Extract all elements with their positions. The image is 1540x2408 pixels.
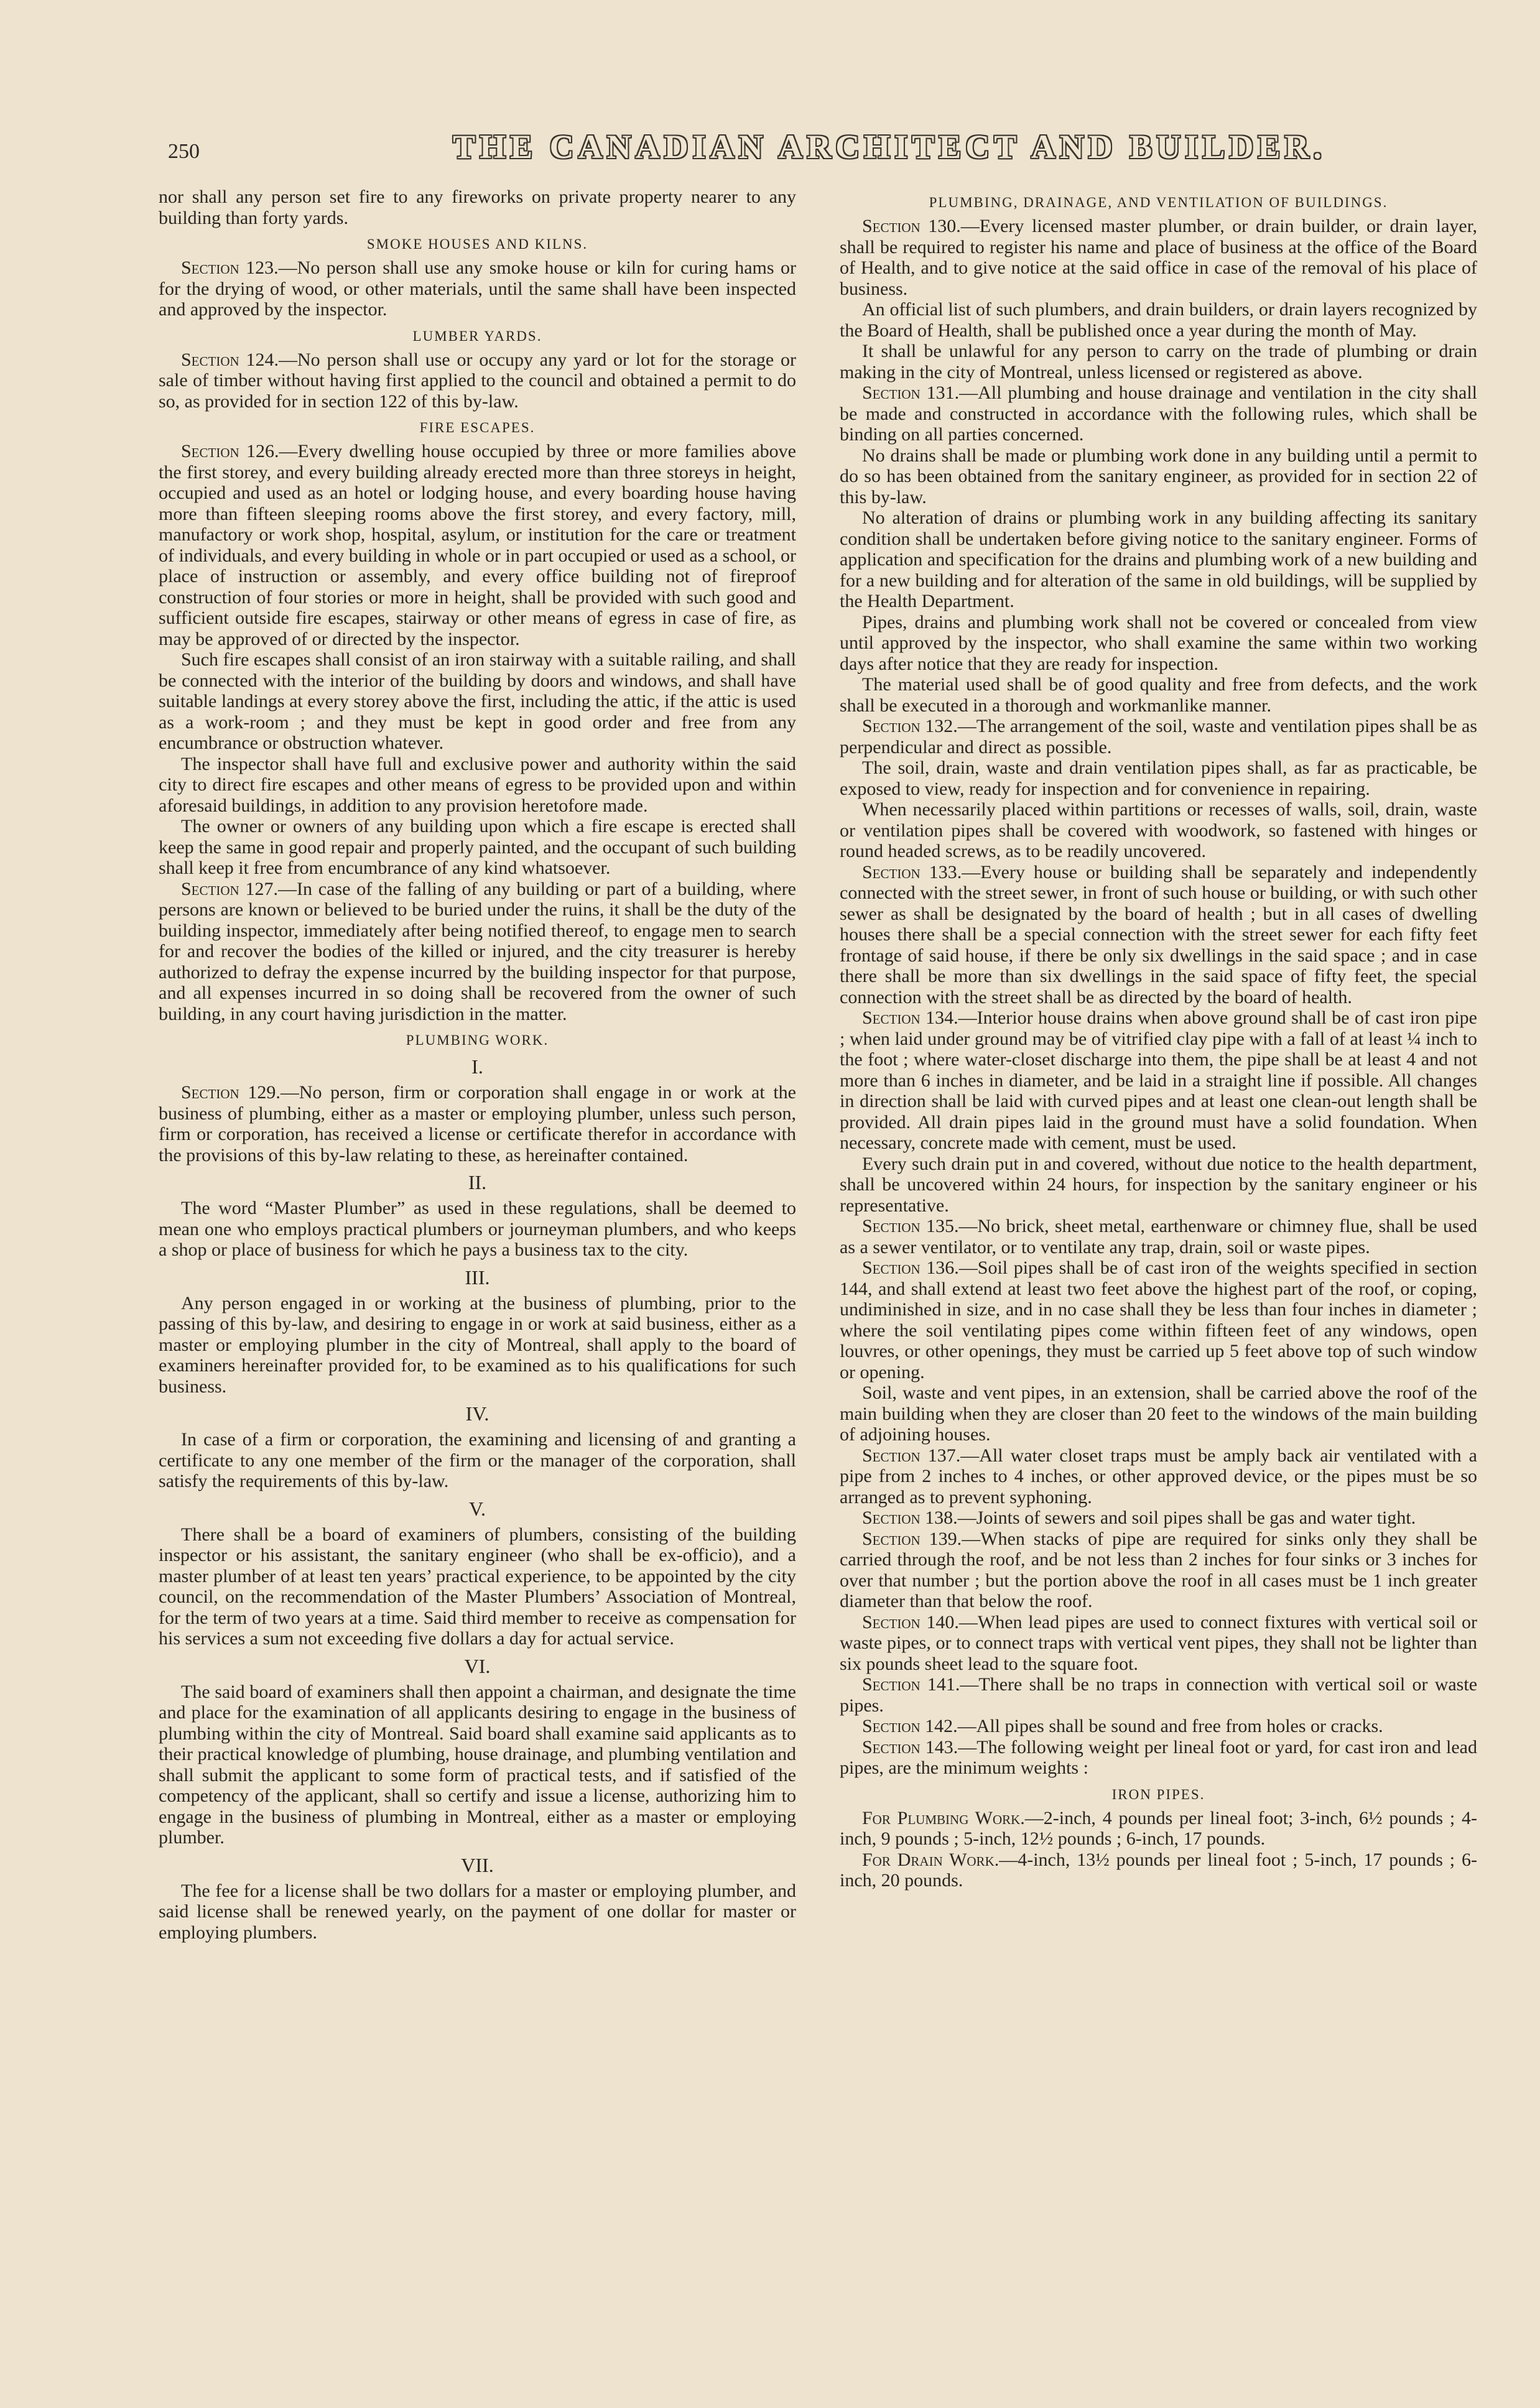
section-131-paragraph-5: The material used shall be of good quality and free from defects, and the work shall be executed in a thorough and workmanlike manner.: [840, 674, 1477, 716]
fire-escapes-paragraph-3: The inspector shall have full and exclusive power and authority within the said city to direct fire escapes and other means of egress to be provided upon and within aforesaid buildings, in addition to any provision heretofore made.: [159, 753, 796, 816]
roman-numeral-3: III.: [465, 1266, 490, 1289]
section-141-paragraph: [840, 1674, 1477, 1716]
section-123-label: Section 123.: [181, 257, 279, 278]
section-137-text: —All water closet traps must be amply back air ventilated with a pipe from 2 inches to 4 inches, or other approved device, or the pipes must be so arranged as to prevent syphoning.: [840, 1445, 1477, 1507]
clause-2-paragraph: The word “Master Plumber” as used in these regulations, shall be deemed to mean one who employs practical plumbers or journeyman plumbers, and who keeps a shop or place of business for which he pays a business tax to the city.: [159, 1198, 796, 1260]
section-142-paragraph: [840, 1716, 1477, 1737]
section-135-label: Section 135.: [862, 1216, 959, 1236]
section-123-text: —No person shall use any smoke house or kiln for curing hams or for the drying of wood, or other materials, until the same shall have been inspected and approved by the inspector.: [159, 257, 796, 320]
section-131-label: Section 131.: [862, 382, 960, 403]
section-136-text: —Soil pipes shall be of cast iron of the weights specified in section 144, and shall extend at least two feet above the highest part of the roof, or coping, undiminished in size, and in no case shall they be less than four inches in diameter ; where the soil ventilating pipes come within fifteen feet of any windows, open louvres, or other openings, they must be carried up 5 feet above top of such window or opening.: [840, 1257, 1477, 1382]
roman-numeral-2: II.: [468, 1171, 487, 1193]
section-141-text: —There shall be no traps in connection with vertical soil or waste pipes.: [840, 1674, 1477, 1716]
iron-pipes-heading: IRON PIPES.: [1111, 1786, 1205, 1802]
plumbing-work-label: For Plumbing Work.: [862, 1807, 1025, 1828]
roman-numeral-6: VI.: [464, 1654, 491, 1677]
section-126-paragraph: [159, 441, 796, 649]
section-131-text: —All plumbing and house drainage and ventilation in the city shall be made and constructed in accordance with the following rules, which shall be binding on all parties concerned.: [840, 382, 1477, 445]
roman-numeral-1: I.: [471, 1055, 483, 1078]
section-132-label: Section 132.: [862, 716, 958, 736]
section-139-text: —When stacks of pipe are required for sinks only they shall be carried through the roof, and be not less than 2 inches for four sinks or 3 inches for over that number ; but the portion above the roof in all cases must be 1 inch greater diameter than that below the roof.: [840, 1528, 1477, 1611]
section-138-label: Section 138.: [862, 1507, 958, 1528]
fire-escapes-heading: FIRE ESCAPES.: [419, 420, 536, 435]
section-134-label: Section 134.: [862, 1007, 958, 1028]
section-124-label: Section 124.: [181, 349, 279, 370]
section-134-paragraph-2: Every such drain put in and covered, without due notice to the health department, shall be uncovered within 24 hours, for inspection by the sanitary engineer or his representative.: [840, 1153, 1477, 1216]
clause-7-paragraph: The fee for a license shall be two dollars for a master or employing plumber, and said license shall be renewed yearly, on the payment of one dollar for master or employing plumbers.: [159, 1880, 796, 1943]
section-138-text: —Joints of sewers and soil pipes shall be gas and water tight.: [957, 1507, 1416, 1528]
roman-numeral-7: VII.: [461, 1853, 494, 1876]
section-140-text: —When lead pipes are used to connect fixtures with vertical soil or waste pipes, or to connect traps with vertical vent pipes, they shall not be lighter than six pounds sheet lead to the square foot.: [840, 1611, 1477, 1674]
section-130-text: —Every licensed master plumber, or drain builder, or drain layer, shall be required to register his name and place of business at the office of the Board of Health, and to give notice at the said office in case of the removal of his place of business.: [840, 216, 1477, 299]
section-123-paragraph: [159, 257, 796, 320]
section-142-label: Section 142.: [862, 1716, 958, 1736]
plumbing-drainage-ventilation-heading: PLUMBING, DRAINAGE, AND VENTILATION OF BUILDINGS.: [929, 195, 1388, 210]
section-130-paragraph-2: An official list of such plumbers, and drain builders, or drain layers recognized by the Board of Health, shall be published once a year during the month of May.: [840, 299, 1477, 341]
section-142-text: —All pipes shall be sound and free from holes or cracks.: [957, 1716, 1383, 1736]
section-139-paragraph: [840, 1529, 1477, 1612]
section-131-paragraph-3: No alteration of drains or plumbing work in any building affecting its sanitary condition shall be undertaken before giving notice to the sanitary engineer. Forms of application and specification for the drains and plumbing work of a new building and for a new building and for alteration of the same in old buildings, will be supplied by the Health Department.: [840, 507, 1477, 611]
section-134-paragraph: [840, 1007, 1477, 1154]
section-137-paragraph: [840, 1445, 1477, 1508]
journal-title: THE CANADIAN ARCHITECT AND BUILDER.: [453, 128, 1326, 165]
drain-work-weights-paragraph: [840, 1850, 1477, 1891]
section-127-paragraph: [159, 879, 796, 1025]
right-column: [840, 187, 1477, 2351]
fire-escapes-paragraph-2: Such fire escapes shall consist of an iron stairway with a suitable railing, and shall be connected with the interior of the building by doors and windows, and shall have suitable landings at every storey above the first, including the attic, if the attic is used as a work-room ; and they must be kept in good order and free from any encumbrance or obstruction whatever.: [159, 649, 796, 753]
section-133-text: —Every house or building shall be separately and independently connected with the street sewer, in front of such house or building, or with such other sewer as shall be designated by the board of health ; but in all cases of dwelling houses there shall be a special connection with the street sewer for each fifty feet frontage of said house, if there be only six dwellings in the said space ; and in case there shall be more than six dwellings in the said space of fifty feet, the special connection with the street shall be as directed by the board of health.: [840, 861, 1477, 1007]
fire-escapes-paragraph-4: The owner or owners of any building upon which a fire escape is erected shall keep the same in good repair and properly painted, and the occupant of such building shall keep it free from encumbrance of any kind whatsoever.: [159, 816, 796, 878]
page-header: [168, 127, 1480, 177]
clause-5-paragraph: There shall be a board of examiners of plumbers, consisting of the building inspector or his assistant, the sanitary engineer (who shall be ex-officio), and a master plumber of at least ten years’ practical experience, to be appointed by the city council, on the recommendation of the Master Plumbers’ Association of Montreal, for the term of two years at a time. Said third member to receive as compensation for his services a sum not exceeding five dollars a day for actual service.: [159, 1524, 796, 1649]
section-124-text: —No person shall use or occupy any yard or lot for the storage or sale of timber without having first applied to the council and obtained a permit to do so, as provided for in section 122 of this by-law.: [159, 349, 796, 412]
section-130-paragraph-3: It shall be unlawful for any person to carry on the trade of plumbing or drain making in the city of Montreal, unless licensed or registered as above.: [840, 341, 1477, 382]
section-134-text: —Interior house drains when above ground shall be of cast iron pipe ; when laid under ground may be of vitrified clay pipe with a fall of at least ¼ inch to the foot ; where water-closet discharge into them, the pipe shall be at least 4 and not more than 6 inches in diameter, and be laid in a straight line if possible. All changes in direction shall be laid with curved pipes and at least one clean-out length shall be provided. All drain pipes laid in the ground must have a solid foundation. When necessary, concrete made with cement, must be used.: [840, 1007, 1477, 1153]
section-133-label: Section 133.: [862, 861, 962, 882]
section-132-text: —The arrangement of the soil, waste and ventilation pipes shall be as perpendicular and direct as possible.: [840, 716, 1477, 757]
section-137-label: Section 137.: [862, 1445, 961, 1466]
section-135-text: —No brick, sheet metal, earthenware or chimney flue, shall be used as a sewer ventilator, or to ventilate any trap, drain, soil or waste pipes.: [840, 1216, 1477, 1257]
section-140-paragraph: [840, 1612, 1477, 1675]
page-number: 250: [168, 140, 200, 163]
section-131-paragraph: [840, 382, 1477, 445]
roman-numeral-4: IV.: [465, 1402, 489, 1425]
plumbing-work-weights-paragraph: [840, 1808, 1477, 1850]
section-126-label: Section 126.: [181, 441, 279, 461]
section-139-label: Section 139.: [862, 1528, 962, 1549]
section-132-paragraph-3: When necessarily placed within partitions or recesses of walls, soil, drain, waste or ventilation pipes shall be covered with woodwork, so fastened with hinges or round headed screws, as to be readily uncovered.: [840, 799, 1477, 861]
clause-3-paragraph: Any person engaged in or working at the business of plumbing, prior to the passing of this by-law, and desiring to engage in or work at said business, either as a master or employing plumber in the city of Montreal, shall apply to the board of examiners hereinafter provided for, to be examined as to his qualifications for such business.: [159, 1292, 796, 1397]
section-143-paragraph: [840, 1737, 1477, 1779]
section-140-label: Section 140.: [862, 1611, 959, 1632]
drain-work-label: For Drain Work.: [862, 1849, 1000, 1870]
section-143-label: Section 143.: [862, 1736, 958, 1757]
clause-4-paragraph: In case of a firm or corporation, the examining and licensing of and granting a certificate to any one member of the firm or the manager of the corporation, shall satisfy the requirements of this by-law.: [159, 1429, 796, 1491]
section-126-text: —Every dwelling house occupied by three or more families above the first storey, and every building already erected more than three storeys in height, occupied and used as an hotel or lodging house, and every boarding house having more than fifteen sleeping rooms above the first storey, and every factory, mill, manufactory or work shop, hospital, asylum, or institution for the care or treatment of individuals, and every building in whole or in part occupied or used as a school, or place of instruction or assembly, and every office building not of fireproof construction of four stories or more in height, shall be provided with such good and sufficient outside fire escapes, stairway or other means of egress in case of fire, as may be approved of or directed by the inspector.: [159, 441, 796, 649]
section-132-paragraph-2: The soil, drain, waste and drain ventilation pipes shall, as far as practicable, be exposed to view, ready for inspection and for convenience in repairing.: [840, 757, 1477, 799]
section-129-label: Section 129.: [181, 1082, 281, 1103]
lumber-yards-heading: LUMBER YARDS.: [412, 328, 542, 344]
section-129-paragraph: [159, 1082, 796, 1165]
drain-work-text: —4-inch, 13½ pounds per lineal foot ; 5-inch, 17 pounds ; 6-inch, 20 pounds.: [840, 1849, 1477, 1891]
section-143-text: —The following weight per lineal foot or yard, for cast iron and lead pipes, are the minimum weights :: [840, 1736, 1477, 1778]
section-132-paragraph: [840, 716, 1477, 757]
plumbing-work-text: —2-inch, 4 pounds per lineal foot; 3-inch, 6½ pounds ; 4-inch, 9 pounds ; 5-inch, 12½ pounds ; 6-inch, 17 pounds.: [840, 1807, 1477, 1849]
section-127-text: —In case of the falling of any building or part of a building, where persons are known or believed to be buried under the ruins, it shall be the duty of the building inspector, immediately after being notified thereof, to engage men to search for and recover the bodies of the killed or injured, and the city treasurer is hereby authorized to defray the expense incurred by the building inspector for that purpose, and all expenses incurred in so doing shall be recovered from the owner of such building, in any court having jurisdiction in the matter.: [159, 878, 796, 1024]
section-130-label: Section 130.: [862, 216, 961, 236]
plumbing-work-heading: PLUMBING WORK.: [406, 1032, 549, 1048]
section-136-paragraph: [840, 1257, 1477, 1382]
section-133-paragraph: [840, 862, 1477, 1008]
section-136-paragraph-2: Soil, waste and vent pipes, in an extension, shall be carried above the roof of the main building when they are closer than 20 feet to the windows of the main building of adjoining houses.: [840, 1382, 1477, 1445]
clause-6-paragraph: The said board of examiners shall then appoint a chairman, and designate the time and place for the examination of all applicants desiring to engage in the business of plumbing within the city of Montreal. Said board shall examine said applicants as to their practical knowledge of plumbing, house drainage, and plumbing ventilation and shall submit the applicant to some form of practical tests, and if satisfied of the competency of the applicant, shall so certify and issue a license, authorizing him to engage in the business of plumbing in Montreal, either as a master or employing plumber.: [159, 1681, 796, 1848]
section-130-paragraph: [840, 216, 1477, 299]
section-129-text: —No person, firm or corporation shall engage in or work at the business of plumbing, either as a master or employing plumber, unless such person, firm or corporation, has received a license or certificate therefor in accordance with the provisions of this by-law relating to these, as hereinafter contained.: [159, 1082, 796, 1165]
section-127-label: Section 127.: [181, 878, 278, 899]
section-124-paragraph: [159, 350, 796, 412]
section-136-label: Section 136.: [862, 1257, 959, 1278]
roman-numeral-5: V.: [469, 1497, 486, 1520]
smoke-houses-heading: SMOKE HOUSES AND KILNS.: [366, 236, 588, 252]
section-131-paragraph-4: Pipes, drains and plumbing work shall not be covered or concealed from view until approved by the inspector, who shall examine the same within two working days after notice that they are ready for inspection.: [840, 611, 1477, 674]
section-131-paragraph-2: No drains shall be made or plumbing work done in any building until a permit to do so has been obtained from the sanitary engineer, as provided for in section 22 of this by-law.: [840, 445, 1477, 507]
section-141-label: Section 141.: [862, 1674, 960, 1695]
section-135-paragraph: [840, 1216, 1477, 1257]
left-column: [159, 187, 796, 2351]
intro-paragraph: nor shall any person set fire to any fireworks on private property nearer to any building than forty yards.: [159, 187, 796, 228]
section-138-paragraph: [840, 1507, 1477, 1529]
